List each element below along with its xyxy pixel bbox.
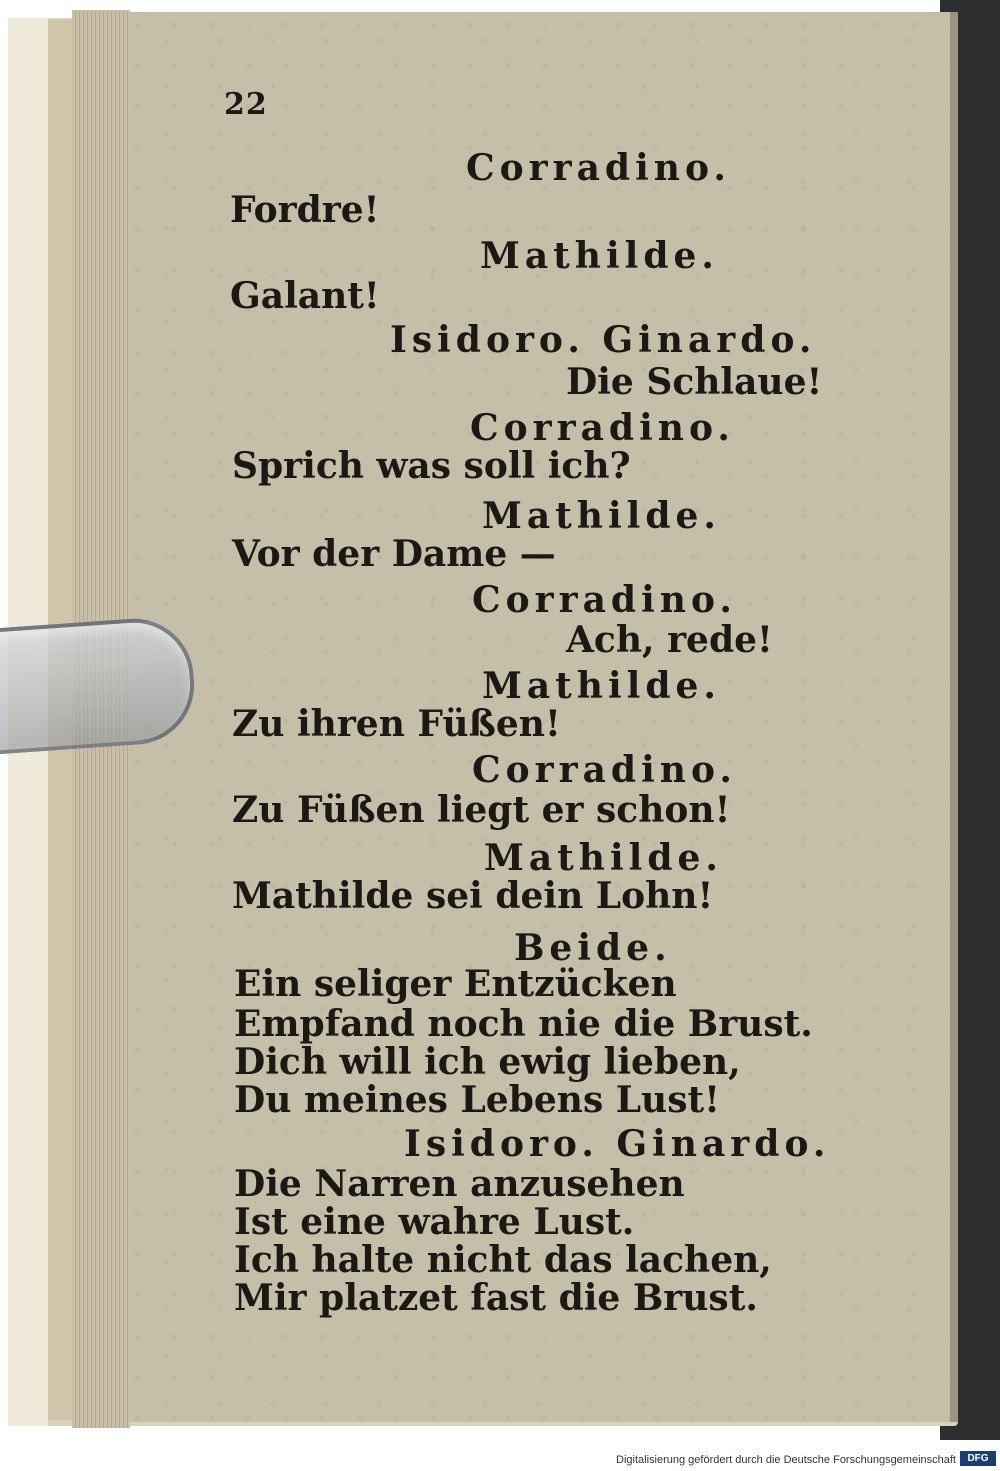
speaker-name: Mathilde. [480, 235, 719, 277]
speaker-name: Mathilde. [484, 837, 723, 879]
verse-line: Die Schlaue! [566, 361, 823, 403]
speaker-name: Mathilde. [482, 665, 721, 707]
verse-line: Galant! [230, 275, 380, 317]
speaker-name: Mathilde. [482, 495, 721, 537]
verse-line: Die Narren anzusehen [234, 1163, 685, 1205]
speaker-name: Corradino. [470, 407, 735, 449]
footer [0, 1444, 1000, 1471]
verse-line: Zu ihren Füßen! [232, 703, 561, 745]
page-number: 22 [224, 87, 268, 122]
speaker-name: Corradino. [472, 579, 737, 621]
speaker-name: Isidoro. Ginardo. [390, 319, 817, 361]
verse-line: Ach, rede! [566, 619, 773, 661]
speaker-name: Corradino. [466, 147, 731, 189]
verse-line: Vor der Dame — [232, 533, 556, 575]
footer-credit: Digitalisierung gefördert durch die Deutsche Forschungsgemeinschaft [616, 1454, 956, 1466]
dfg-logo-icon: DFG [960, 1451, 996, 1466]
verse-line: Mathilde sei dein Lohn! [232, 875, 714, 917]
verse-line: Fordre! [230, 189, 380, 231]
speaker-name: Isidoro. Ginardo. [404, 1123, 831, 1165]
verse-line: Ich halte nicht das lachen, [234, 1239, 772, 1281]
verse-line: Zu Füßen liegt er schon! [232, 789, 731, 831]
verse-line: Sprich was soll ich? [232, 445, 631, 487]
verse-line: Dich will ich ewig lieben, [234, 1041, 741, 1083]
verse-line: Empfand noch nie die Brust. [234, 1003, 813, 1045]
speaker-name: Corradino. [472, 749, 737, 791]
verse-line: Du meines Lebens Lust! [234, 1079, 720, 1121]
verse-line: Ein seliger Entzücken [234, 963, 677, 1005]
speaker-name: Beide. [514, 927, 672, 969]
verse-line: Mir platzet fast die Brust. [234, 1277, 758, 1319]
verse-line: Ist eine wahre Lust. [234, 1201, 635, 1243]
